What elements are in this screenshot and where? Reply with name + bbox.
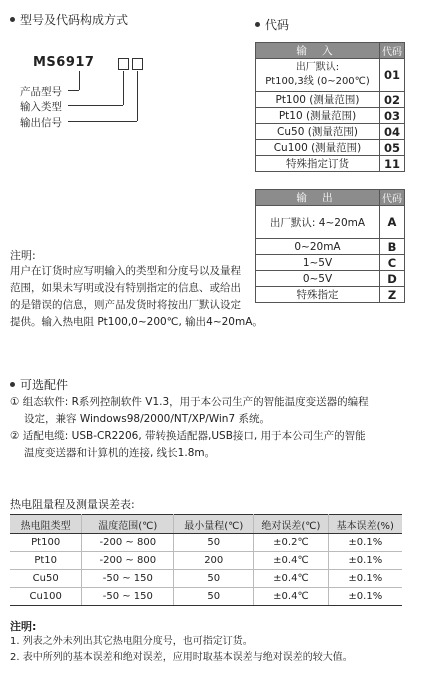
input-row-text: Cu100 (测量范围) — [256, 140, 380, 156]
input-row-code: 04 — [380, 124, 405, 140]
note1-line: 的是错误的信息，则产品发货时将按出厂默认设定 — [10, 299, 241, 311]
label-product-model: 产品型号 — [20, 86, 62, 98]
table-cell: -50 ~ 150 — [82, 570, 174, 588]
table-cell: ±0.1% — [328, 588, 402, 606]
input-row — [256, 156, 405, 172]
input-row-code: 11 — [380, 156, 405, 172]
bullet-icon — [255, 22, 260, 27]
input-row-text: 特殊指定订货 — [256, 156, 380, 172]
option-line1: 组态软件: R系列控制软件 V1.3，用于本公司生产的智能温度变送器的编程 — [22, 396, 369, 408]
option-marker: ① — [10, 396, 20, 408]
output-row-code: Z — [380, 287, 405, 303]
output-row-code: A — [380, 206, 405, 239]
input-table-header: 输 入 — [256, 43, 380, 59]
note1-title: 注明: — [10, 249, 36, 262]
input-row — [256, 140, 405, 156]
input-row — [256, 108, 405, 124]
note1-line: 范围，如果未写明或没有特别指定的信息、或给出 — [10, 282, 241, 294]
output-row — [256, 206, 405, 239]
output-table-code-header: 代码 — [380, 190, 405, 206]
model-section-title — [10, 11, 128, 28]
output-row-code: B — [380, 239, 405, 255]
options-title-text: 可选配件 — [20, 378, 69, 392]
table-cell: 200 — [174, 552, 254, 570]
table-cell: ±0.1% — [328, 534, 402, 552]
bracket-line — [68, 121, 137, 122]
input-row-code: 05 — [380, 140, 405, 156]
error-table-header: 热电阻类型 — [10, 515, 82, 534]
note1-line: 用户在订货时应写明输入的类型和分度号以及量程 — [10, 265, 241, 277]
option-line2: 设定，兼容 Windows98/2000/NT/XP/Win7 系统。 — [24, 413, 270, 425]
input-row-text: 出厂默认: Pt100,3线 (0~200℃) — [256, 59, 380, 92]
input-row — [256, 59, 405, 92]
output-code-table — [255, 189, 405, 303]
code-section-title-text: 代码 — [265, 18, 290, 32]
error-table-header: 温度范围(℃) — [82, 515, 174, 534]
table-cell: ±0.4℃ — [254, 552, 328, 570]
output-code-box — [132, 58, 143, 70]
model-code: MS6917 — [33, 55, 95, 70]
table-cell: 50 — [174, 534, 254, 552]
error-table-header: 基本误差(%) — [328, 515, 402, 534]
table-cell: -200 ~ 800 — [82, 552, 174, 570]
note1-body — [10, 263, 263, 331]
bracket-line — [123, 71, 124, 105]
option-line1: 适配电缆: USB-CR2206, 带转换适配器,USB接口, 用于本公司生产的智能 — [22, 430, 366, 442]
note2-line: 1. 列表之外未列出其它热电阻分度号，也可指定订货。 — [10, 636, 253, 647]
output-row-code: C — [380, 255, 405, 271]
output-row — [256, 271, 405, 287]
option-item — [10, 428, 422, 462]
error-table-title: 热电阻量程及测量误差表: — [10, 498, 135, 511]
options-list — [10, 394, 422, 462]
output-row-code: D — [380, 271, 405, 287]
table-cell: 50 — [174, 588, 254, 606]
note2-line: 2. 表中所列的基本误差和绝对误差，应用时取基本误差与绝对误差的较大值。 — [10, 652, 353, 663]
table-cell: ±0.1% — [328, 552, 402, 570]
bullet-icon — [10, 382, 15, 387]
table-cell: Cu50 — [10, 570, 82, 588]
bracket-line — [137, 71, 138, 121]
bullet-icon — [10, 17, 15, 22]
table-cell: ±0.4℃ — [254, 588, 328, 606]
table-row — [10, 588, 402, 606]
output-row-text: 0~5V — [256, 271, 380, 287]
error-table-header-row — [10, 515, 402, 534]
input-row-code: 03 — [380, 108, 405, 124]
bracket-line — [68, 90, 79, 91]
output-row — [256, 287, 405, 303]
option-line2: 温度变送器和计算机的连接, 线长1.8m。 — [24, 447, 216, 459]
error-table-header: 绝对误差(℃) — [254, 515, 328, 534]
output-row-text: 1~5V — [256, 255, 380, 271]
output-table-header: 输 出 — [256, 190, 380, 206]
input-code-box — [118, 58, 129, 70]
bracket-line — [68, 105, 123, 106]
input-row-code: 02 — [380, 92, 405, 108]
table-cell: -200 ~ 800 — [82, 534, 174, 552]
input-row-text: Pt10 (测量范围) — [256, 108, 380, 124]
note2-title: 注明: — [10, 620, 37, 633]
output-row — [256, 239, 405, 255]
table-cell: Pt100 — [10, 534, 82, 552]
table-cell: ±0.4℃ — [254, 570, 328, 588]
table-cell: Pt10 — [10, 552, 82, 570]
output-row-text: 特殊指定 — [256, 287, 380, 303]
bracket-line — [79, 71, 80, 90]
error-table-header: 最小量程(℃) — [174, 515, 254, 534]
option-marker: ② — [10, 430, 20, 442]
model-section-title-text: 型号及代码构成方式 — [20, 13, 129, 27]
table-cell: 50 — [174, 570, 254, 588]
output-row-text: 0~20mA — [256, 239, 380, 255]
table-cell: ±0.1% — [328, 570, 402, 588]
table-cell: -50 ~ 150 — [82, 588, 174, 606]
output-row — [256, 255, 405, 271]
table-cell: Cu100 — [10, 588, 82, 606]
input-row — [256, 124, 405, 140]
error-table — [10, 514, 402, 606]
table-row — [10, 534, 402, 552]
input-table-code-header: 代码 — [380, 43, 405, 59]
option-item — [10, 394, 422, 428]
output-row-text: 出厂默认: 4~20mA — [256, 206, 380, 239]
input-row-code: 01 — [380, 59, 405, 92]
input-row — [256, 92, 405, 108]
table-cell: ±0.2℃ — [254, 534, 328, 552]
table-row — [10, 570, 402, 588]
label-output-signal: 输出信号 — [20, 117, 62, 129]
options-title — [10, 376, 68, 393]
input-row-text: Cu50 (测量范围) — [256, 124, 380, 140]
label-input-type: 输入类型 — [20, 101, 62, 113]
input-code-table — [255, 42, 405, 172]
note2-body — [10, 634, 420, 666]
note1-line: 提供。输入热电阻 Pt100,0~200℃, 输出4~20mA。 — [10, 316, 263, 328]
input-row-text: Pt100 (测量范围) — [256, 92, 380, 108]
code-section-title — [255, 16, 289, 33]
table-row — [10, 552, 402, 570]
